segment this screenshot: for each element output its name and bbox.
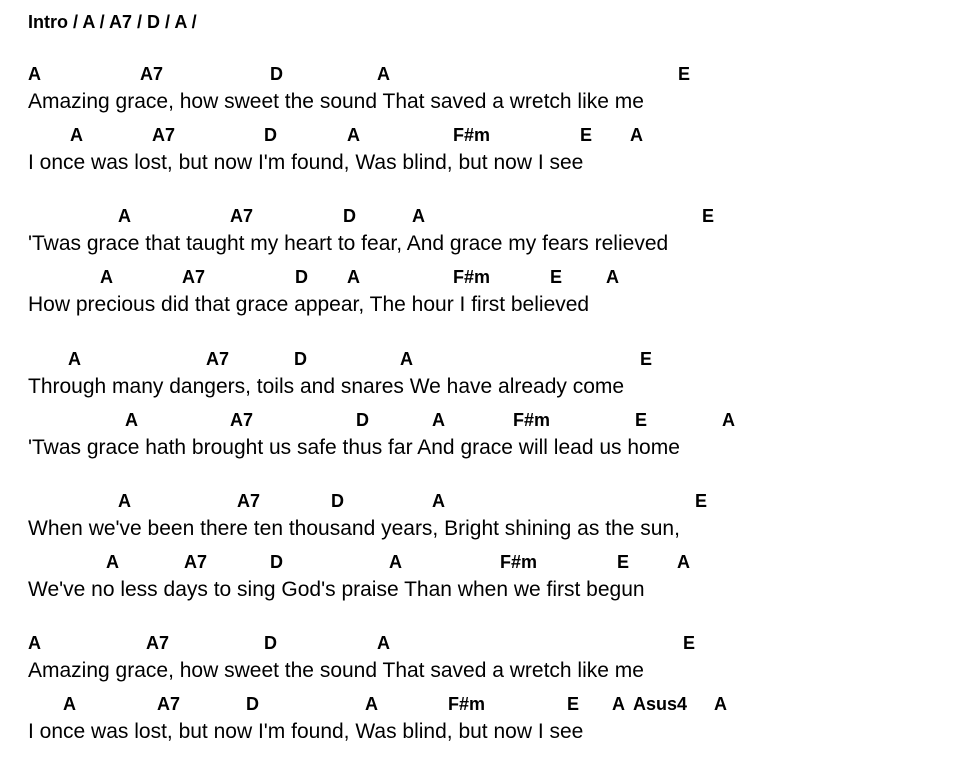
chord: A7 — [157, 694, 181, 714]
chord-row — [0, 124, 963, 148]
chord: A7 — [230, 206, 254, 226]
chord: F#m — [453, 125, 491, 145]
chord: D — [264, 633, 277, 653]
chord-row — [0, 490, 963, 514]
chord: E — [695, 491, 708, 511]
chord: F#m — [513, 410, 551, 430]
chord: A7 — [140, 64, 164, 84]
chord: A — [28, 64, 41, 84]
chord: A7 — [206, 349, 230, 369]
chord: E — [550, 267, 563, 287]
chord: D — [295, 267, 308, 287]
chord-row — [0, 693, 963, 717]
chord: E — [640, 349, 653, 369]
chord-row — [0, 348, 963, 372]
chord: A — [106, 552, 119, 572]
chord: A — [400, 349, 413, 369]
chord: A — [68, 349, 81, 369]
chord: A7 — [230, 410, 254, 430]
chord: A — [377, 633, 390, 653]
chord: A — [612, 694, 625, 714]
chord: A — [389, 552, 402, 572]
chord: A — [630, 125, 643, 145]
chord: D — [264, 125, 277, 145]
chord: F#m — [453, 267, 491, 287]
chord: A7 — [237, 491, 261, 511]
lyric-line: We've no less days to sing God's praise Than when we first begun — [28, 578, 645, 601]
chord: E — [683, 633, 696, 653]
chord: E — [617, 552, 630, 572]
chord: D — [246, 694, 259, 714]
chord-row — [0, 409, 963, 433]
chord: A — [63, 694, 76, 714]
chord: A — [347, 125, 360, 145]
chord: A7 — [146, 633, 170, 653]
chord: A7 — [184, 552, 208, 572]
chord: A — [118, 206, 131, 226]
lyric-line: Through many dangers, toils and snares We have already come — [28, 375, 625, 398]
chord: A — [606, 267, 619, 287]
lyric-line: 'Twas grace that taught my heart to fear, And grace my fears relieved — [28, 232, 669, 255]
chord: A — [28, 633, 41, 653]
chord: A — [70, 125, 83, 145]
lyric-line: Amazing grace, how sweet the sound That saved a wretch like me — [28, 659, 644, 682]
chord-row — [0, 266, 963, 290]
intro-line: Intro / A / A7 / D / A / — [28, 12, 197, 32]
chord: E — [635, 410, 648, 430]
chord: A — [432, 491, 445, 511]
chord: F#m — [500, 552, 538, 572]
chord: A — [677, 552, 690, 572]
chord-row — [0, 63, 963, 87]
lyric-line: I once was lost, but now I'm found, Was blind, but now I see — [28, 151, 584, 174]
chord: D — [270, 64, 283, 84]
chord: Asus4 — [633, 694, 688, 714]
chord: A — [125, 410, 138, 430]
chord-row — [0, 205, 963, 229]
chord: D — [343, 206, 356, 226]
chord: A — [347, 267, 360, 287]
lyric-line: I once was lost, but now I'm found, Was blind, but now I see — [28, 720, 584, 743]
chord: A7 — [182, 267, 206, 287]
lyric-line: When we've been there ten thousand years, Bright shining as the sun, — [28, 517, 680, 540]
chord: D — [294, 349, 307, 369]
chord: A — [714, 694, 727, 714]
chord: A — [412, 206, 425, 226]
lyric-line: 'Twas grace hath brought us safe thus far And grace will lead us home — [28, 436, 680, 459]
chord: A — [722, 410, 735, 430]
chord: E — [702, 206, 715, 226]
lyric-line: How precious did that grace appear, The hour I first believed — [28, 293, 590, 316]
chord: A — [100, 267, 113, 287]
chord: D — [356, 410, 369, 430]
chord: D — [331, 491, 344, 511]
chord-row — [0, 632, 963, 656]
chord: E — [567, 694, 580, 714]
chord-row — [0, 551, 963, 575]
lyric-line: Amazing grace, how sweet the sound That saved a wretch like me — [28, 90, 644, 113]
chord: A7 — [152, 125, 176, 145]
chord: D — [270, 552, 283, 572]
chord: A — [432, 410, 445, 430]
chord: E — [580, 125, 593, 145]
chord: A — [118, 491, 131, 511]
chord: A — [365, 694, 378, 714]
chord: A — [377, 64, 390, 84]
chord: F#m — [448, 694, 486, 714]
chord: E — [678, 64, 691, 84]
